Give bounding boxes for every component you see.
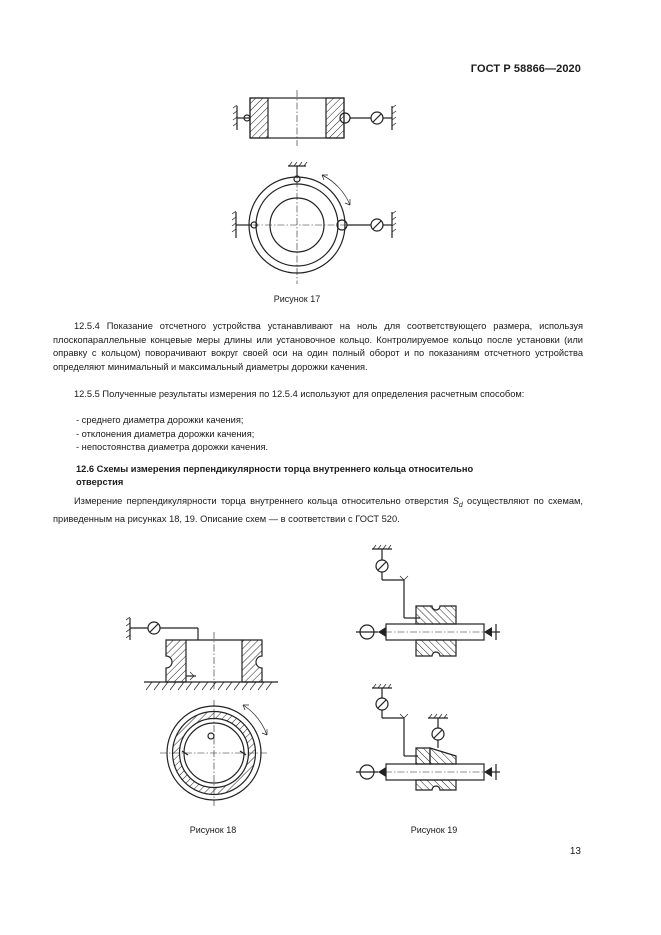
fig18-section-view: [126, 617, 278, 690]
fig17-section-view: [233, 90, 396, 146]
calculation-list: [76, 414, 268, 455]
list-item: - отклонения диаметра дорожки качения;: [76, 428, 255, 439]
fig19-bottom-scheme: [356, 684, 500, 790]
heading-line-2: отверстия: [76, 477, 124, 487]
figure-19-caption: Рисунок 19: [410, 825, 458, 835]
fig19-top-scheme: [356, 545, 500, 656]
list-item: - непостоянства диаметра дорожки качения.: [76, 442, 269, 453]
symbol-s: S: [452, 496, 459, 506]
fig17-plan-view: [232, 162, 396, 284]
figure-17-caption: Рисунок 17: [273, 294, 321, 304]
paragraph-12-5-5: [53, 388, 583, 402]
paragraph-12-5-4-text: 12.5.4 Показание отсчетного устройства устанавливают на ноль для соответствующего размера, используя плоскопараллельные концевые меры длины или установочное кольцо. Контролируемое кольцо после установки (или оправку с кольцом) поворачивают вокруг своей оси на один полный оборот и по показаниям отсчетного устройства определяют минимальный и максимальный диаметры дорожки качения.: [53, 321, 583, 373]
body-after-symbol: осуществляют по схемам, приведенным на рисунках 18, 19. Описание схем — в соответствии с ГОСТ 520.: [53, 496, 583, 524]
paragraph-12-5-4: [53, 320, 583, 375]
section-12-6-heading: [76, 463, 581, 489]
heading-line-1: 12.6 Схемы измерения перпендикулярности торца внутреннего кольца относительно: [76, 464, 474, 474]
document-header: ГОСТ Р 58866—2020: [470, 63, 581, 75]
list-item: - среднего диаметра дорожки качения;: [76, 415, 244, 425]
paragraph-12-6-text: [53, 495, 583, 526]
symbol-subscript-d: d: [458, 501, 463, 509]
figure-18-caption: Рисунок 18: [189, 825, 237, 835]
page-number: 13: [569, 846, 581, 857]
body-before-symbol: Измерение перпендикулярности торца внутреннего кольца относительно отверстия: [74, 496, 453, 506]
fig18-plan-view: [160, 700, 268, 806]
paragraph-12-6-body: [53, 495, 583, 526]
paragraph-12-5-5-text: 12.5.5 Полученные результаты измерения по 12.5.4 используют для определения расчетным способом:: [74, 389, 525, 399]
